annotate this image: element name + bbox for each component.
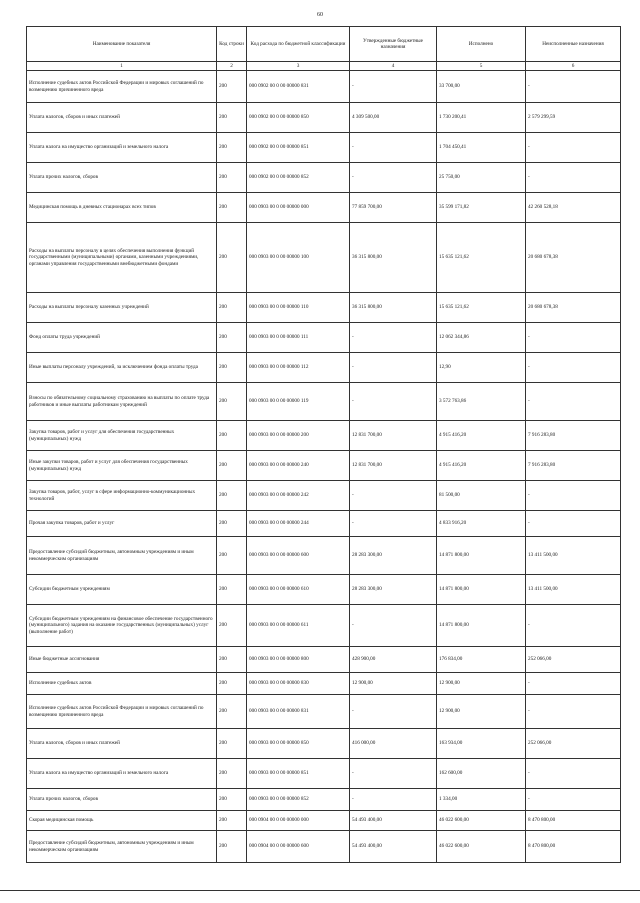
row-remaining: 42 260 528,18	[526, 193, 621, 223]
row-line-code: 200	[217, 163, 247, 193]
row-budget-code: 000 0903 00 0 00 00000 112	[247, 353, 350, 383]
row-executed: 14 871 800,00	[437, 575, 526, 605]
row-executed: 81 500,00	[437, 481, 526, 511]
row-budget-code: 000 0903 00 0 00 00000 600	[247, 537, 350, 575]
table-row	[27, 353, 621, 383]
row-name: Расходы на выплаты персоналу в целях обеспечения выполнения функций государственными (муниципальными) органами, казенными учреждениями, органами управления государственными внебюджетными фондами	[27, 223, 217, 293]
row-name: Исполнение судебных актов	[27, 673, 217, 695]
row-budget-code: 000 0903 00 0 00 00000 852	[247, 789, 350, 811]
row-line-code: 200	[217, 811, 247, 831]
page-bottom-rule	[0, 890, 640, 891]
row-executed: 46 022 600,00	[437, 811, 526, 831]
row-name: Уплата налогов, сборов и иных платежей	[27, 103, 217, 133]
row-budget-code: 000 0903 00 0 00 00000 800	[247, 647, 350, 673]
row-budget-code: 000 0903 00 0 00 00000 610	[247, 575, 350, 605]
table-row	[27, 511, 621, 537]
table-row	[27, 133, 621, 163]
row-approved: -	[350, 163, 437, 193]
row-approved: -	[350, 511, 437, 537]
row-approved: 54 493 400,00	[350, 811, 437, 831]
row-budget-code: 000 0903 00 0 00 00000 240	[247, 451, 350, 481]
row-name: Фонд оплаты труда учреждений	[27, 323, 217, 353]
table-row	[27, 71, 621, 103]
table-row	[27, 193, 621, 223]
table-row	[27, 421, 621, 451]
row-name: Прочая закупка товаров, работ и услуг	[27, 511, 217, 537]
row-approved: 36 315 800,00	[350, 293, 437, 323]
table-row	[27, 605, 621, 647]
row-name: Закупка товаров, работ и услуг для обеспечения государственных (муниципальных) нужд	[27, 421, 217, 451]
column-header-executed: Исполнено	[437, 27, 526, 62]
row-line-code: 200	[217, 673, 247, 695]
row-executed: 33 700,00	[437, 71, 526, 103]
row-name: Закупка товаров, работ, услуг в сфере информационно-коммуникационных технологий	[27, 481, 217, 511]
row-line-code: 200	[217, 71, 247, 103]
column-header-line-code: Код строки	[217, 27, 247, 62]
row-budget-code: 000 0903 00 0 00 00000 119	[247, 383, 350, 421]
row-remaining: -	[526, 789, 621, 811]
row-budget-code: 000 0903 00 0 00 00000 100	[247, 223, 350, 293]
table-row	[27, 103, 621, 133]
column-number-row	[27, 62, 621, 71]
row-budget-code: 000 0902 00 0 00 00000 851	[247, 133, 350, 163]
row-remaining: -	[526, 673, 621, 695]
row-remaining: 20 680 678,38	[526, 293, 621, 323]
row-budget-code: 000 0902 00 0 00 00000 831	[247, 71, 350, 103]
row-name: Медицинская помощь в дневных стационарах всех типов	[27, 193, 217, 223]
row-name: Уплата налога на имущество организаций и земельного налога	[27, 133, 217, 163]
row-name: Уплата налога на имущество организаций и земельного налога	[27, 759, 217, 789]
row-budget-code: 000 0903 00 0 00 00000 830	[247, 673, 350, 695]
row-line-code: 200	[217, 647, 247, 673]
row-remaining: -	[526, 383, 621, 421]
row-approved: 416 000,00	[350, 729, 437, 759]
row-budget-code: 000 0904 00 0 00 00000 000	[247, 811, 350, 831]
row-budget-code: 000 0903 00 0 00 00000 242	[247, 481, 350, 511]
row-remaining: 252 066,00	[526, 647, 621, 673]
row-remaining: 7 916 283,80	[526, 421, 621, 451]
table-row	[27, 695, 621, 729]
row-approved: -	[350, 133, 437, 163]
row-approved: -	[350, 695, 437, 729]
row-remaining: 7 916 283,80	[526, 451, 621, 481]
column-number: 6	[526, 62, 621, 71]
row-remaining: -	[526, 133, 621, 163]
row-executed: 12 062 344,86	[437, 323, 526, 353]
table-row	[27, 729, 621, 759]
row-budget-code: 000 0903 00 0 00 00000 244	[247, 511, 350, 537]
table-row	[27, 481, 621, 511]
table-row	[27, 383, 621, 421]
row-remaining: 13 411 500,00	[526, 537, 621, 575]
row-budget-code: 000 0903 00 0 00 00000 831	[247, 695, 350, 729]
row-remaining: -	[526, 71, 621, 103]
column-header-budget-code: Код расхода по бюджетной классификации	[247, 27, 350, 62]
row-name: Иные выплаты персоналу учреждений, за исключением фонда оплаты труда	[27, 353, 217, 383]
row-budget-code: 000 0903 00 0 00 00000 851	[247, 759, 350, 789]
table-row	[27, 811, 621, 831]
page-number: 60	[317, 12, 323, 18]
row-line-code: 200	[217, 223, 247, 293]
row-name: Предоставление субсидий бюджетным, автономным учреждениям и иным некоммерческим организациям	[27, 831, 217, 863]
row-executed: 4 915 416,20	[437, 421, 526, 451]
row-line-code: 200	[217, 133, 247, 163]
row-executed: 1 334,00	[437, 789, 526, 811]
row-remaining: 13 411 500,00	[526, 575, 621, 605]
row-line-code: 200	[217, 481, 247, 511]
row-name: Расходы на выплаты персоналу казенных учреждений	[27, 293, 217, 323]
row-executed: 162 600,00	[437, 759, 526, 789]
row-budget-code: 000 0903 00 0 00 00000 111	[247, 323, 350, 353]
row-approved: 77 859 700,00	[350, 193, 437, 223]
row-line-code: 200	[217, 831, 247, 863]
table-row	[27, 451, 621, 481]
row-remaining: -	[526, 353, 621, 383]
row-approved: -	[350, 789, 437, 811]
row-remaining: -	[526, 163, 621, 193]
row-remaining: -	[526, 323, 621, 353]
row-executed: 3 572 763,86	[437, 383, 526, 421]
row-line-code: 200	[217, 451, 247, 481]
column-number: 1	[27, 62, 217, 71]
row-executed: 4 915 416,20	[437, 451, 526, 481]
row-name: Уплата прочих налогов, сборов	[27, 163, 217, 193]
row-name: Исполнение судебных актов Российской Федерации и мировых соглашений по возмещению причиненного вреда	[27, 695, 217, 729]
row-executed: 14 871 800,00	[437, 537, 526, 575]
row-line-code: 200	[217, 729, 247, 759]
row-approved: 28 283 300,00	[350, 575, 437, 605]
row-budget-code: 000 0903 00 0 00 00000 200	[247, 421, 350, 451]
row-name: Уплата прочих налогов, сборов	[27, 789, 217, 811]
row-executed: 15 635 121,62	[437, 293, 526, 323]
table-row	[27, 831, 621, 863]
row-line-code: 200	[217, 537, 247, 575]
row-line-code: 200	[217, 759, 247, 789]
row-remaining: -	[526, 511, 621, 537]
row-executed: 15 635 121,62	[437, 223, 526, 293]
row-remaining: -	[526, 481, 621, 511]
row-name: Скорая медицинская помощь	[27, 811, 217, 831]
row-approved: 4 309 500,00	[350, 103, 437, 133]
row-executed: 12 900,00	[437, 673, 526, 695]
row-approved: 54 493 400,00	[350, 831, 437, 863]
row-line-code: 200	[217, 103, 247, 133]
row-line-code: 200	[217, 789, 247, 811]
row-line-code: 200	[217, 293, 247, 323]
row-approved: 12 831 700,00	[350, 451, 437, 481]
row-remaining: -	[526, 605, 621, 647]
row-executed: 25 750,00	[437, 163, 526, 193]
row-approved: -	[350, 323, 437, 353]
row-line-code: 200	[217, 511, 247, 537]
row-approved: 428 900,00	[350, 647, 437, 673]
table-body	[27, 71, 621, 863]
table-row	[27, 673, 621, 695]
row-budget-code: 000 0903 00 0 00 00000 850	[247, 729, 350, 759]
row-approved: -	[350, 383, 437, 421]
row-executed: 163 934,00	[437, 729, 526, 759]
row-line-code: 200	[217, 353, 247, 383]
row-executed: 176 834,00	[437, 647, 526, 673]
row-name: Иные закупки товаров, работ и услуг для обеспечения государственных (муниципальных) нужд	[27, 451, 217, 481]
row-executed: 12,90	[437, 353, 526, 383]
row-name: Взносы по обязательному социальному страхованию на выплаты по оплате труда работников и иные выплаты работникам учреждений	[27, 383, 217, 421]
header-row	[27, 27, 621, 62]
row-name: Исполнение судебных актов Российской Федерации и мировых соглашений по возмещению причиненного вреда	[27, 71, 217, 103]
row-line-code: 200	[217, 323, 247, 353]
row-budget-code: 000 0904 00 0 00 00000 600	[247, 831, 350, 863]
row-line-code: 200	[217, 605, 247, 647]
row-line-code: 200	[217, 695, 247, 729]
row-name: Субсидии бюджетным учреждениям	[27, 575, 217, 605]
column-number: 4	[350, 62, 437, 71]
row-approved: -	[350, 71, 437, 103]
row-line-code: 200	[217, 383, 247, 421]
column-number: 3	[247, 62, 350, 71]
row-line-code: 200	[217, 421, 247, 451]
row-executed: 46 022 600,00	[437, 831, 526, 863]
table-row	[27, 575, 621, 605]
row-remaining: 252 066,00	[526, 729, 621, 759]
table-row	[27, 537, 621, 575]
row-name: Предоставление субсидий бюджетным, автономным учреждениям и иным некоммерческим организациям	[27, 537, 217, 575]
column-number: 2	[217, 62, 247, 71]
row-name: Иные бюджетные ассигнования	[27, 647, 217, 673]
row-budget-code: 000 0902 00 0 00 00000 852	[247, 163, 350, 193]
row-remaining: -	[526, 695, 621, 729]
column-number: 5	[437, 62, 526, 71]
row-remaining: 8 470 800,00	[526, 811, 621, 831]
row-remaining: 8 470 800,00	[526, 831, 621, 863]
table-row	[27, 759, 621, 789]
row-approved: 28 283 300,00	[350, 537, 437, 575]
row-executed: 35 599 171,82	[437, 193, 526, 223]
row-budget-code: 000 0902 00 0 00 00000 850	[247, 103, 350, 133]
table-row	[27, 789, 621, 811]
column-header-name: Наименование показателя	[27, 27, 217, 62]
row-executed: 4 833 916,20	[437, 511, 526, 537]
row-executed: 1 704 450,41	[437, 133, 526, 163]
row-name: Субсидии бюджетным учреждениям на финансовое обеспечение государственного (муниципального) задания на оказание государственных (муниципальных) услуг (выполнение работ)	[27, 605, 217, 647]
row-approved: -	[350, 605, 437, 647]
row-remaining: 20 680 678,38	[526, 223, 621, 293]
table-row	[27, 647, 621, 673]
column-header-approved: Утвержденные бюджетные назначения	[350, 27, 437, 62]
row-budget-code: 000 0903 00 0 00 00000 611	[247, 605, 350, 647]
table-row	[27, 293, 621, 323]
table-row	[27, 223, 621, 293]
column-header-remaining: Неисполненные назначения	[526, 27, 621, 62]
row-approved: 12 900,00	[350, 673, 437, 695]
row-executed: 1 730 200,41	[437, 103, 526, 133]
row-approved: -	[350, 481, 437, 511]
row-approved: -	[350, 353, 437, 383]
row-budget-code: 000 0903 00 0 00 00000 000	[247, 193, 350, 223]
row-remaining: 2 579 299,59	[526, 103, 621, 133]
row-budget-code: 000 0903 00 0 00 00000 110	[247, 293, 350, 323]
budget-execution-table	[26, 26, 621, 863]
row-executed: 14 871 800,00	[437, 605, 526, 647]
row-line-code: 200	[217, 193, 247, 223]
row-executed: 12 900,00	[437, 695, 526, 729]
table-row	[27, 163, 621, 193]
row-approved: -	[350, 759, 437, 789]
table-row	[27, 323, 621, 353]
row-approved: 36 315 800,00	[350, 223, 437, 293]
row-line-code: 200	[217, 575, 247, 605]
row-approved: 12 831 700,00	[350, 421, 437, 451]
row-remaining: -	[526, 759, 621, 789]
row-name: Уплата налогов, сборов и иных платежей	[27, 729, 217, 759]
